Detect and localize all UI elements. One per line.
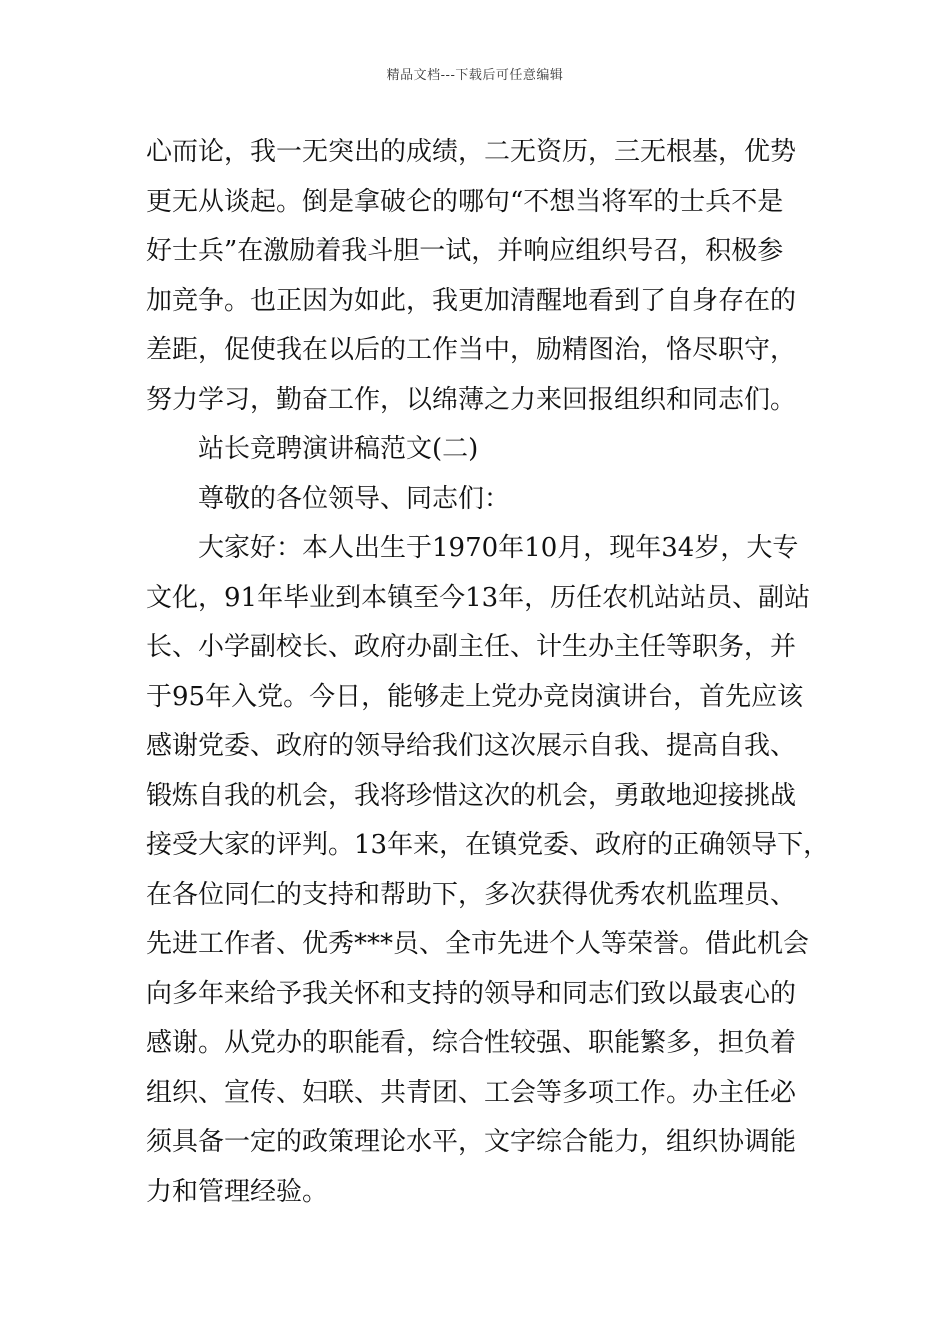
text-line: 向多年来给予我关怀和支持的领导和同志们致以最衷心的 [146,978,797,1009]
text-line: 大家好：本人出生于1970年10月，现年34岁，大专 [198,533,799,563]
page-header: 精品文档---下载后可任意编辑 [386,68,564,83]
document-body [146,128,830,1217]
text-line: 组织、宣传、妇联、共青团、工会等多项工作。办主任必 [146,1077,797,1108]
text-line: 感谢。从党办的职能看，综合性较强、职能繁多，担负着 [146,1028,797,1058]
text-line: 感谢党委、政府的领导给我们这次展示自我、提高自我、 [146,731,797,761]
text-line: 站长竞聘演讲稿范文(二) [198,434,479,464]
text-line: 长、小学副校长、政府办副主任、计生办主任等职务，并 [146,632,797,662]
text-line: 文化，91年毕业到本镇至今13年，历任农机站站员、副站 [146,582,811,613]
text-line: 接受大家的评判。13年来，在镇党委、政府的正确领导下， [146,830,830,860]
text-line: 更无从谈起。倒是拿破仑的哪句“不想当将军的士兵不是 [146,186,784,217]
text-line: 加竞争。也正因为如此，我更加清醒地看到了自身存在的 [146,285,797,316]
text-line: 尊敬的各位领导、同志们： [198,483,511,514]
text-line: 好士兵”在激励着我斗胆一试，并响应组织号召，积极参 [146,236,784,266]
text-line: 先进工作者、优秀***员、全市先进个人等荣誉。借此机会 [146,929,810,959]
text-line: 在各位同仁的支持和帮助下，多次获得优秀农机监理员、 [146,879,797,910]
text-line: 锻炼自我的机会，我将珍惜这次的机会，勇敢地迎接挑战 [146,780,797,811]
text-line: 于95年入党。今日，能够走上党办竞岗演讲台，首先应该 [146,681,804,712]
text-line: 力和管理经验。 [146,1176,329,1207]
text-line: 须具备一定的政策理论水平，文字综合能力，组织协调能 [146,1127,797,1157]
text-line: 差距，促使我在以后的工作当中，励精图治，恪尽职守， [146,335,797,365]
text-line: 心而论，我一无突出的成绩，二无资历，三无根基，优势 [146,137,797,167]
text-line: 努力学习，勤奋工作，以绵薄之力来回报组织和同志们。 [146,384,797,415]
